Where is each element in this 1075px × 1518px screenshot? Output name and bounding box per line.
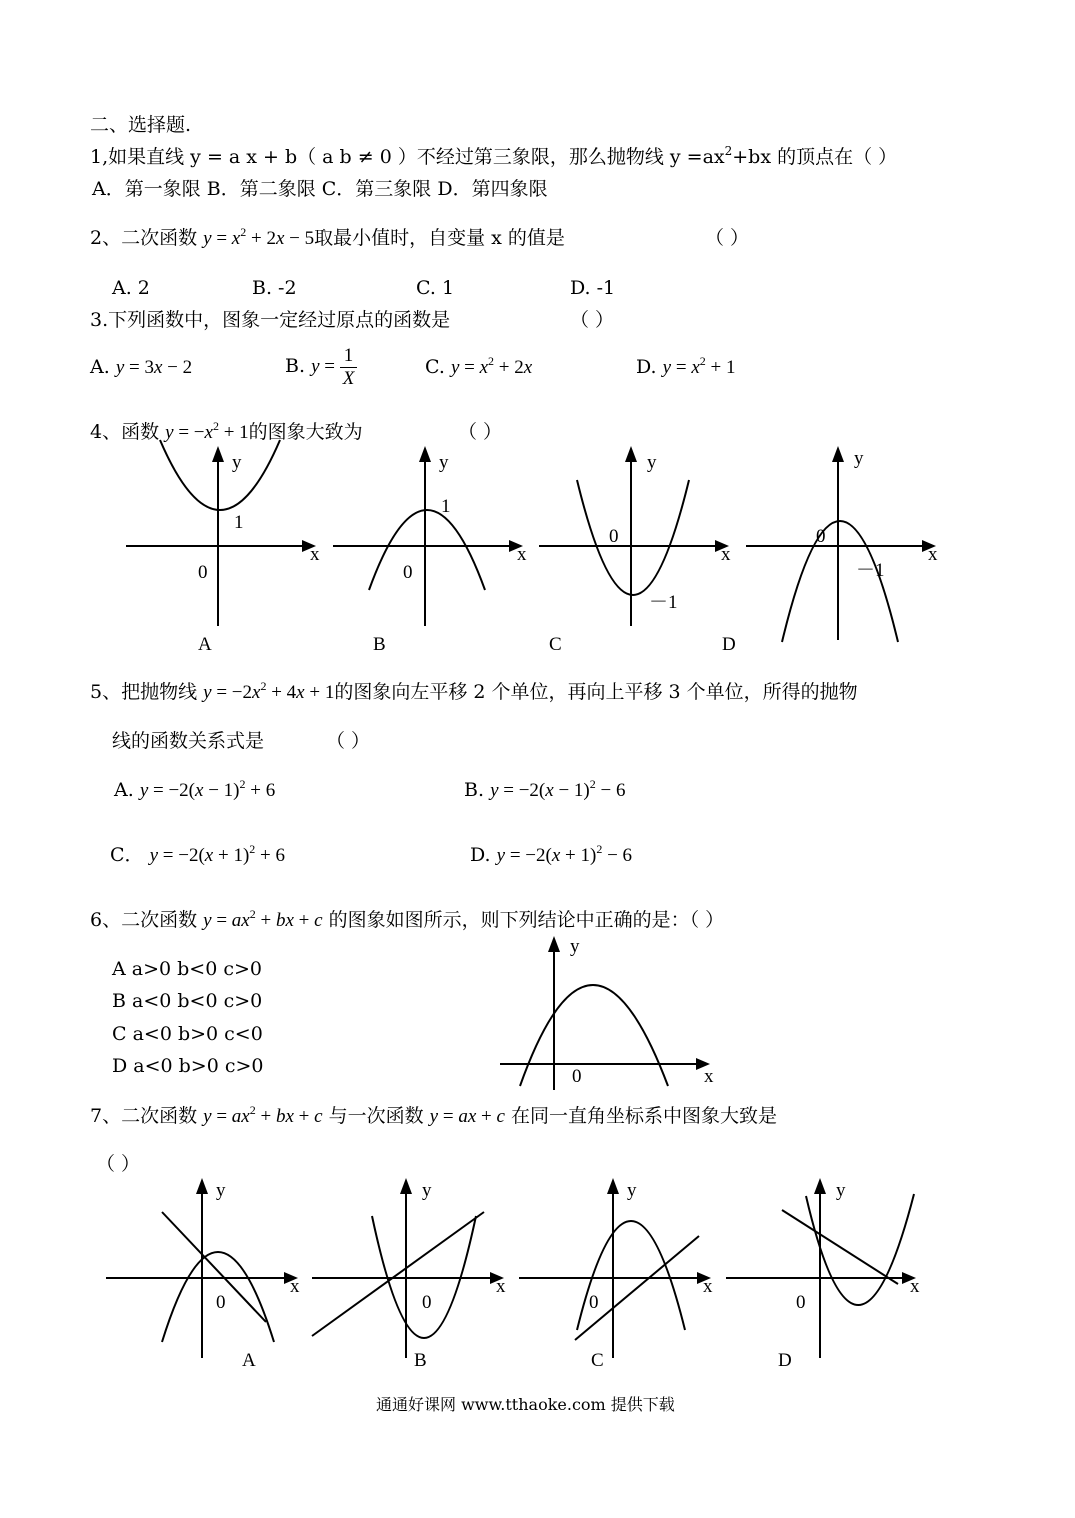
q7-formula-1: $y = ax^2$ + bx + c <box>203 1103 323 1127</box>
q5-option-c <box>110 843 285 868</box>
q3-option-d <box>636 355 735 380</box>
q4-formula: $y = -x^2 + 1$ <box>165 419 249 443</box>
origin-label: 0 <box>198 562 208 583</box>
q1-stem-text: 1,如果直线 y = a x + b（ a b ≠ 0 ）不经过第三象限，那么抛物线 y =ax <box>90 146 725 168</box>
y-axis-arrow <box>607 1178 619 1194</box>
q4-graph-c <box>533 440 733 660</box>
q5-option-a <box>114 778 275 803</box>
q7-graph-c <box>517 1170 717 1375</box>
q7-graph-b <box>310 1170 510 1375</box>
x-label: x <box>721 544 731 565</box>
origin-label: 0 <box>422 1292 432 1313</box>
q5-option-b <box>464 778 625 803</box>
parabola <box>520 985 668 1086</box>
q5-formula-d: $y = -2(x + 1)^2 - 6$ <box>496 842 633 866</box>
q1-options: A．第一象限 B．第二象限 C．第三象限 D．第四象限 <box>92 178 548 200</box>
q1-stem <box>90 145 897 169</box>
q5-label-c: C． <box>110 844 144 866</box>
q7-paren: （ ） <box>96 1153 141 1175</box>
q4-paren: （ ） <box>458 421 503 443</box>
graph-label-c: C <box>591 1350 604 1371</box>
line <box>312 1212 484 1336</box>
q5-formula: $y = -2x^2 + 4x + 1$ <box>203 679 335 703</box>
q7-graph-a <box>104 1170 304 1375</box>
q2-lead: 2、二次函数 <box>90 227 198 249</box>
q5-label-b: B. <box>464 779 485 801</box>
x-label: x <box>517 544 527 565</box>
origin-label: 0 <box>796 1292 806 1313</box>
q5-formula-b: $y = -2(x - 1)^2 - 6$ <box>490 777 626 801</box>
q3-label-d: D. <box>636 356 657 378</box>
q3-option-b <box>285 342 357 391</box>
y-axis-arrow <box>196 1178 208 1194</box>
q3-formula-a: y = 3x − 2 <box>115 357 193 378</box>
y-axis-arrow <box>548 936 560 952</box>
origin-label: 0 <box>216 1292 226 1313</box>
q2-option-d: D. -1 <box>570 277 616 299</box>
parabola <box>577 480 689 595</box>
y-label: y <box>854 448 864 469</box>
y-axis-arrow <box>419 446 431 462</box>
intercept-label: 1 <box>234 512 244 533</box>
q2-paren: （ ） <box>705 227 750 249</box>
q3-option-a <box>90 355 192 380</box>
q3-label-b: B. <box>285 355 306 377</box>
section-title: 二、选择题. <box>90 114 192 136</box>
parabola <box>577 1221 685 1330</box>
y-axis-arrow <box>625 446 637 462</box>
q3-stem: 3.下列函数中，图象一定经过原点的函数是 <box>90 309 451 331</box>
parabola <box>782 521 898 642</box>
y-label: y <box>439 452 449 473</box>
origin-label: 0 <box>572 1066 582 1087</box>
q2-stem <box>90 226 565 251</box>
x-label: x <box>496 1276 506 1297</box>
origin-label: 0 <box>609 526 619 547</box>
q7-formula-2: y = ax + c <box>429 1106 505 1127</box>
q2-tail: 取最小值时，自变量 x 的值是 <box>314 227 565 249</box>
q3-formula-d: $y = x^2 + 1$ <box>662 354 736 378</box>
y-label: y <box>570 936 580 957</box>
q3-label-c: C. <box>425 356 445 378</box>
q3-option-c <box>425 355 532 380</box>
y-axis-arrow <box>212 446 224 462</box>
parabola <box>806 1194 914 1305</box>
vertex-label: －1 <box>856 560 885 581</box>
y-label: y <box>647 452 657 473</box>
x-label: x <box>928 544 938 565</box>
q6-formula: $y = ax^2$ + bx + c <box>203 907 323 931</box>
x-label: x <box>290 1276 300 1297</box>
line <box>575 1236 699 1340</box>
q6-option-c: C a<0 b>0 c<0 <box>112 1023 263 1045</box>
q5-tail: 的图象向左平移 2 个单位，再向上平移 3 个单位，所得的抛物 <box>334 681 858 703</box>
vertex-label: －1 <box>649 592 678 613</box>
y-axis-arrow <box>832 446 844 462</box>
q4-graph-a <box>120 440 320 660</box>
q4-tail: 的图象大致为 <box>248 421 363 443</box>
q6-tail: 的图象如图所示，则下列结论中正确的是：（ ） <box>328 909 725 931</box>
q5-label-d: D. <box>470 844 491 866</box>
graph-label-b: B <box>414 1350 427 1371</box>
x-label: x <box>704 1066 714 1087</box>
q6-option-d: D a<0 b>0 c>0 <box>112 1055 264 1077</box>
q2-option-b: B. -2 <box>252 277 297 299</box>
q5-paren: （ ） <box>326 730 371 752</box>
q3-label-a: A. <box>90 356 110 378</box>
q5-label-a: A. <box>114 779 134 801</box>
x-label: x <box>910 1276 920 1297</box>
q4-graph-b <box>327 440 527 660</box>
y-axis-arrow <box>400 1178 412 1194</box>
page-footer: 通通好课网 www.tthaoke.com 提供下载 <box>376 1395 675 1414</box>
q3-formula-b: y = $\frac{1}{X}$ <box>311 356 357 377</box>
q6-option-a: A a>0 b<0 c>0 <box>112 958 262 980</box>
q3-formula-c: $y = x^2 + 2x$ <box>450 354 533 378</box>
q5-lead: 5、把抛物线 <box>90 681 198 703</box>
y-label: y <box>836 1180 846 1201</box>
parabola <box>160 440 280 510</box>
q1-exponent: 2 <box>724 144 733 158</box>
vertex-label: 1 <box>441 496 451 517</box>
y-label: y <box>232 452 242 473</box>
q5-option-d <box>470 843 632 868</box>
q1-stem-tail: +bx 的顶点在（ ） <box>732 146 898 168</box>
graph-label-c: C <box>549 634 562 655</box>
line <box>782 1210 898 1284</box>
q6-option-b: B a<0 b<0 c>0 <box>112 990 263 1012</box>
y-label: y <box>216 1180 226 1201</box>
q2-option-c: C. 1 <box>416 277 455 299</box>
q2-formula: $y = x^2 + 2x - 5$ <box>203 225 315 249</box>
y-label: y <box>627 1180 637 1201</box>
q5-formula-a: $y = -2(x - 1)^2 + 6$ <box>139 777 276 801</box>
q5-formula-c: $y = -2(x + 1)^2 + 6$ <box>149 842 285 866</box>
q7-mid: 与一次函数 <box>328 1105 424 1127</box>
x-label: x <box>310 544 320 565</box>
q7-lead: 7、二次函数 <box>90 1105 198 1127</box>
graph-label-d: D <box>722 634 736 655</box>
x-label: x <box>703 1276 713 1297</box>
q7-tail: 在同一直角坐标系中图象大致是 <box>510 1105 777 1127</box>
q5-stem <box>90 680 858 705</box>
q6-graph <box>498 930 728 1090</box>
q7-stem <box>90 1104 777 1129</box>
q2-option-a: A. 2 <box>112 277 150 299</box>
q7-graph-d <box>724 1170 924 1375</box>
q4-lead: 4、函数 <box>90 421 160 443</box>
y-axis-arrow <box>814 1178 826 1194</box>
q6-lead: 6、二次函数 <box>90 909 198 931</box>
q4-graph-d <box>722 440 940 660</box>
graph-label-a: A <box>242 1350 256 1371</box>
line <box>162 1212 266 1322</box>
origin-label: 0 <box>816 526 826 547</box>
graph-label-a: A <box>198 634 212 655</box>
q3-paren: （ ） <box>570 309 615 331</box>
y-label: y <box>422 1180 432 1201</box>
parabola <box>369 510 485 590</box>
graph-label-b: B <box>373 634 386 655</box>
graph-label-d: D <box>778 1350 792 1371</box>
q5-line2: 线的函数关系式是 <box>112 730 265 752</box>
origin-label: 0 <box>403 562 413 583</box>
origin-label: 0 <box>589 1292 599 1313</box>
